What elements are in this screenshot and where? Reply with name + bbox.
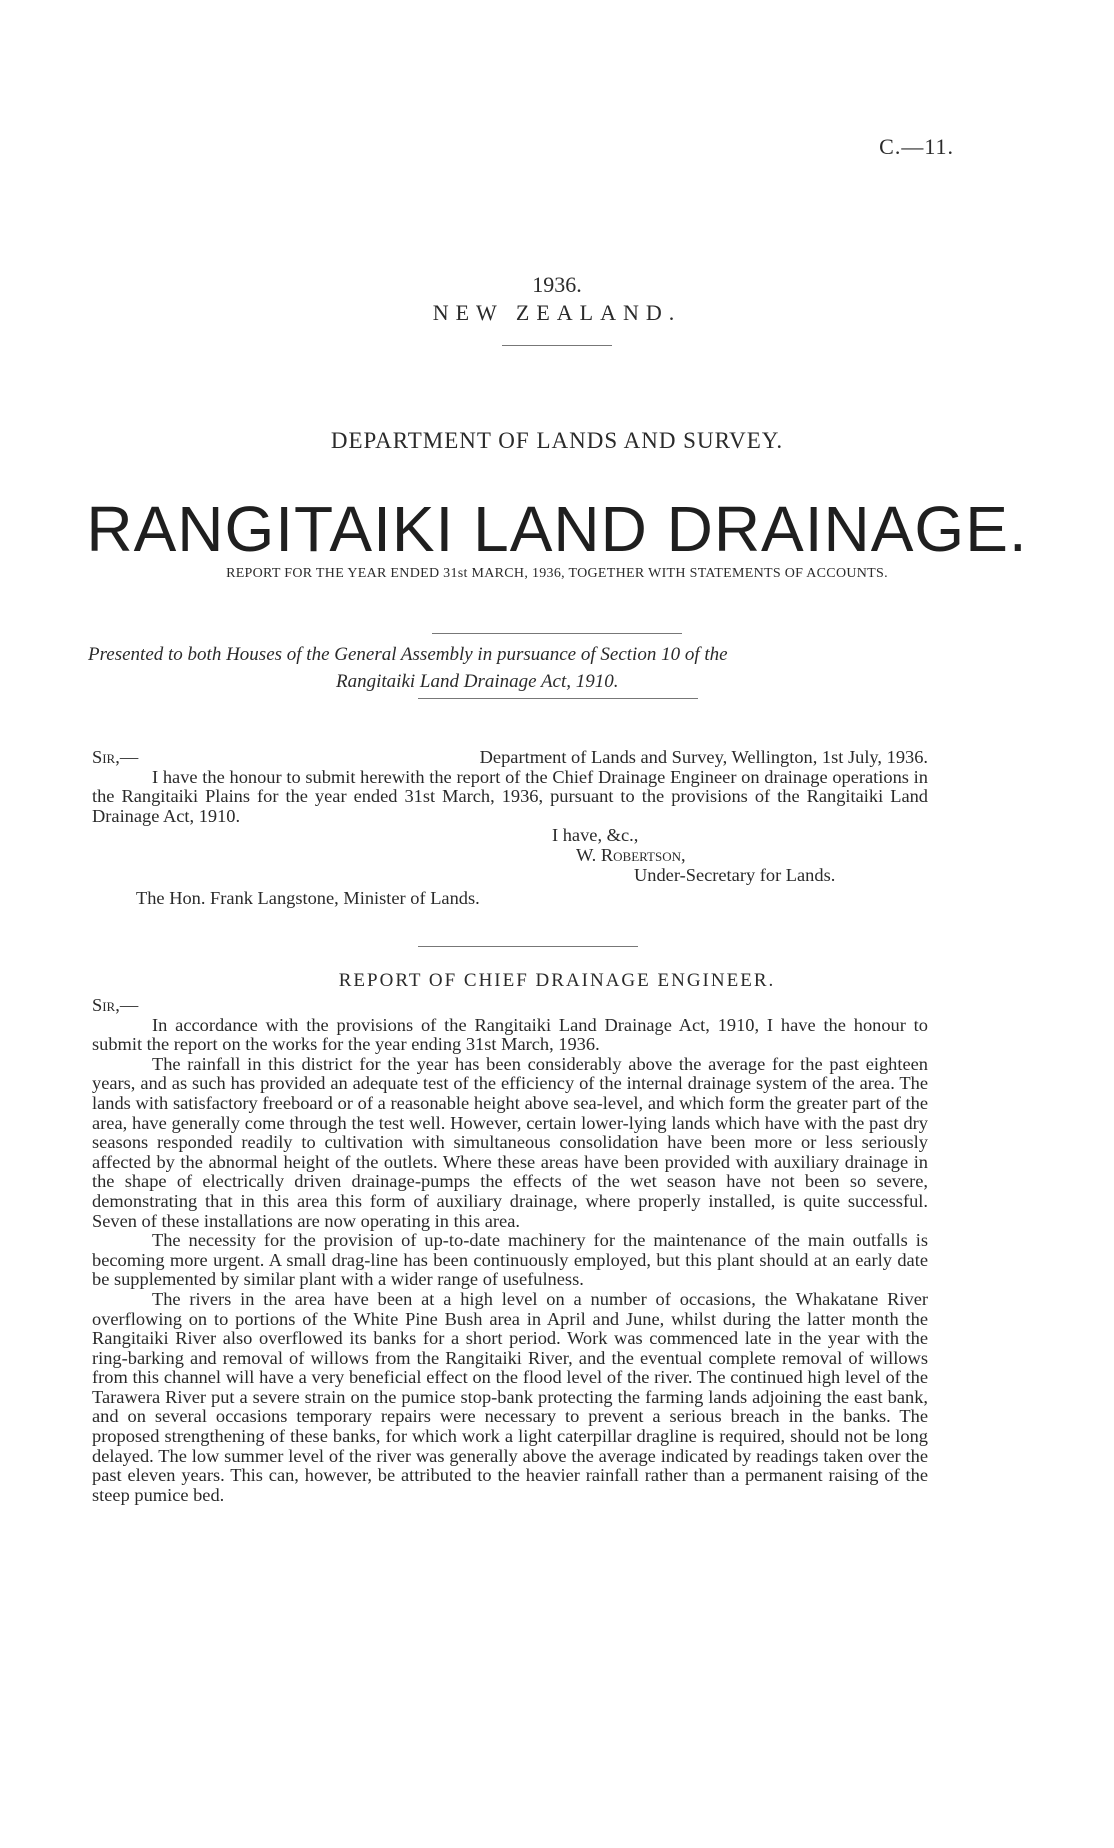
report-paragraph: The necessity for the provision of up-to-date machinery for the maintenance of the main outfalls is becoming more urgent. A small drag-line has been continuously employed, but this plant should at an early date be supplemented by similar plant with a wider range of usefulness. xyxy=(92,1230,928,1290)
letter-salutation: Sir,— xyxy=(92,747,139,767)
report-body xyxy=(92,996,928,1505)
publication-year: 1936. xyxy=(532,272,582,297)
country-heading: NEW ZEALAND. xyxy=(432,300,682,325)
divider-rule xyxy=(418,946,638,947)
presentation-note xyxy=(88,641,928,695)
letter-body: I have the honour to submit herewith the report of the Chief Drainage Engineer on drainage operations in the Rangitaiki Plains for the year ended 31st March, 1936, pursuant to the provisions of the Rangitaiki Land Drainage Act, 1910. xyxy=(92,766,928,826)
document-subtitle: REPORT FOR THE YEAR ENDED 31st MARCH, 1936, TOGETHER WITH STATEMENTS OF ACCOUNTS. xyxy=(226,566,888,581)
report-salutation: Sir,— xyxy=(92,995,139,1015)
report-paragraph: The rivers in the area have been at a high level on a number of occasions, the Whakatane River overflowing on to portions of the White Pine Bush area in April and June, whilst during the latter month the Rangitaiki River also overflowed its banks for a short period. Work was commenced late in the year with the ring-barking and removal of willows from the Rangitaiki River, and the eventual complete removal of willows from this channel will have a very beneficial effect on the flood level of the river. The continued high level of the Tarawera River put a severe strain on the pumice stop-bank protecting the farming lands adjoining the east bank, and on several occasions temporary repairs were necessary to prevent a serious breach in the banks. The proposed strengthening of these banks, for which work a light caterpillar dragline is required, should not be long delayed. The low summer level of the river was generally above the average indicated by readings taken over the past eleven years. This can, however, be attributed to the heavier rainfall rather than a permanent raising of the steep pumice bed. xyxy=(92,1288,928,1505)
letter-dateline: Department of Lands and Survey, Wellington, 1st July, 1936. xyxy=(479,747,928,767)
divider-rule xyxy=(432,633,682,634)
letter-signatory-title: Under-Secretary for Lands. xyxy=(634,864,836,885)
paper-code: C.—11. xyxy=(879,134,954,159)
letter-closing: I have, &c., xyxy=(552,825,639,846)
divider-rule xyxy=(502,345,612,346)
presentation-line: Presented to both Houses of the General Assembly in pursuance of Section 10 of the xyxy=(88,644,728,665)
covering-letter xyxy=(92,748,928,909)
report-paragraph: In accordance with the provisions of the Rangitaiki Land Drainage Act, 1910, I have the honour to submit the report on the works for the year ending 31st March, 1936. xyxy=(92,1014,928,1055)
report-heading: REPORT OF CHIEF DRAINAGE ENGINEER. xyxy=(338,970,776,991)
letter-addressee: The Hon. Frank Langstone, Minister of Lands. xyxy=(136,888,480,909)
divider-rule xyxy=(418,698,698,699)
letter-signatory: W. Robertson, xyxy=(576,844,686,865)
department-heading: DEPARTMENT OF LANDS AND SURVEY. xyxy=(330,428,784,453)
presentation-line: Rangitaiki Land Drainage Act, 1910. xyxy=(336,671,619,692)
report-paragraph: The rainfall in this district for the year has been considerably above the average for the past eighteen years, and as such has provided an adequate test of the efficiency of the internal drainage system of the area. The lands with satisfactory freeboard or of a reasonable height above sea-level, and which form the greater part of the area, have generally come through the test well. However, certain lower-lying lands which have with the past dry seasons responded readily to cultivation with simultaneous consolidation have been more or less seriously affected by the abnormal height of the outlets. Where these areas have been provided with auxiliary drainage in the shape of electrically driven drainage-pumps the effects of the wet season have not been so severe, demonstrating that in this area this form of auxiliary drainage, where properly installed, is quite successful. Seven of these installations are now operating in this area. xyxy=(92,1053,928,1231)
document-title: RANGITAIKI LAND DRAINAGE. xyxy=(86,493,1028,565)
